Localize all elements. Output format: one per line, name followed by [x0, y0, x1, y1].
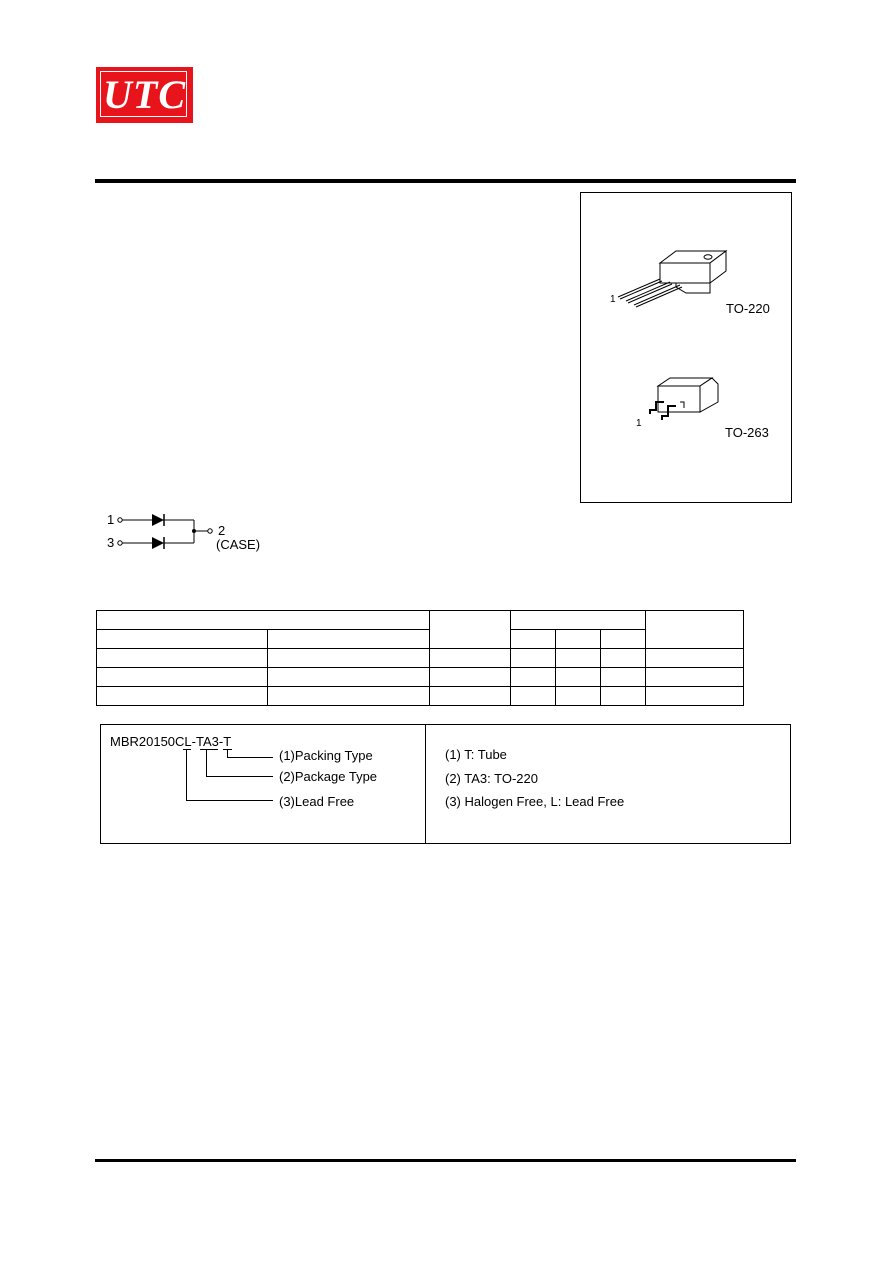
table-cell: [97, 668, 268, 687]
connector-package-type: [206, 749, 207, 777]
table-cell: [511, 630, 556, 649]
to220-label: TO-220: [726, 301, 770, 316]
utc-logo: [96, 67, 193, 123]
table-cell: [511, 649, 556, 668]
schematic-pin2-label: 2: [218, 523, 226, 538]
table-cell: [97, 630, 268, 649]
field-desc-lead-free: (3) Halogen Free, L: Lead Free: [445, 794, 625, 809]
table-cell: [97, 687, 268, 706]
table-cell: [556, 687, 601, 706]
table-cell: [430, 668, 511, 687]
to263-label: TO-263: [725, 425, 769, 440]
table-cell: [646, 649, 744, 668]
to263-package-icon: [640, 372, 730, 432]
table-row: [97, 687, 744, 706]
table-cell: [646, 687, 744, 706]
field-desc-packing-type: (1) T: Tube: [445, 747, 507, 762]
table-header-row: [97, 611, 744, 630]
table-cell: [268, 649, 430, 668]
table-row: [97, 649, 744, 668]
underline-package-type: [200, 749, 218, 750]
table-cell: [601, 668, 646, 687]
diode-schematic: [100, 508, 220, 558]
connector-lead-free: [186, 749, 187, 801]
footer-rule: [95, 1159, 796, 1162]
underline-lead-free: [183, 749, 191, 750]
connector-packing-type-h: [227, 757, 273, 758]
table-cell: [601, 649, 646, 668]
table-cell: [430, 649, 511, 668]
package-panel: [580, 192, 792, 503]
table-cell: [511, 611, 646, 630]
connector-package-type-h: [206, 776, 273, 777]
table-cell: [556, 668, 601, 687]
field-desc-package-type: (2) TA3: TO-220: [445, 771, 538, 786]
field-label-lead-free: (3)Lead Free: [279, 794, 355, 809]
to220-pin1-label: 1: [610, 294, 616, 305]
table-cell: [646, 611, 744, 649]
ordering-table: [96, 610, 744, 706]
table-cell: [430, 611, 511, 649]
part-number-box-divider: [425, 724, 426, 844]
table-cell: [268, 630, 430, 649]
table-cell: [556, 649, 601, 668]
table-cell: [511, 687, 556, 706]
table-row: [97, 668, 744, 687]
table-cell: [97, 649, 268, 668]
table-cell: [430, 687, 511, 706]
schematic-pin1-label: 1: [107, 512, 115, 527]
table-cell: [556, 630, 601, 649]
table-cell: [268, 668, 430, 687]
part-number: MBR20150CL-TA3-T: [110, 734, 232, 749]
table-cell: [268, 687, 430, 706]
field-label-packing-type: (1)Packing Type: [279, 748, 373, 763]
table-cell: [601, 630, 646, 649]
logo-text: UTC: [103, 72, 186, 117]
to263-pin1-label: 1: [636, 418, 642, 429]
table-cell: [97, 611, 430, 630]
schematic-case-label: (CASE): [216, 537, 261, 552]
to220-package-icon: [600, 245, 740, 315]
table-cell: [511, 668, 556, 687]
table-cell: [646, 668, 744, 687]
table-cell: [601, 687, 646, 706]
connector-lead-free-h: [186, 800, 273, 801]
schematic-pin3-label: 3: [107, 535, 115, 550]
field-label-package-type: (2)Package Type: [279, 769, 378, 784]
header-rule: [95, 179, 796, 183]
